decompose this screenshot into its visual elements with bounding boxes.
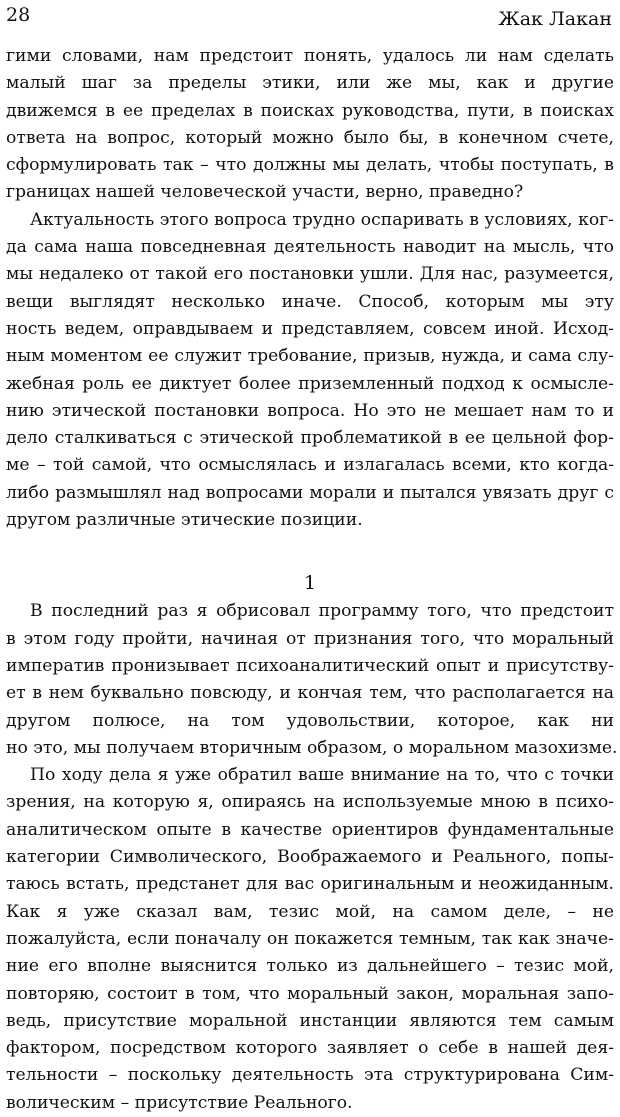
- text-line: движемся в ее пределах в поисках руководства, пути, в поисках: [6, 100, 614, 121]
- section-spacer: [6, 534, 614, 568]
- text-line: границах нашей человеческой участи, верно, праведно?: [6, 182, 524, 203]
- text-line: ность ведем, оправдываем и представляем, совсем иной. Исход-: [6, 318, 614, 339]
- page-number: 28: [6, 4, 31, 26]
- text-line: ме – той самой, что осмыслялась и излагалась всеми, кто когда-: [6, 455, 614, 476]
- text-line: ответа на вопрос, который можно было бы, в конечном счете,: [6, 127, 614, 148]
- paragraph-2: [6, 207, 614, 535]
- text-line: вещи выглядят несколько иначе. Способ, которым мы эту: [6, 291, 614, 312]
- text-line: фактором, посредством которого заявляет о себе в нашей дея-: [6, 1038, 614, 1059]
- text-line: мы недалеко от такой его постановки ушли. Для нас, разумеется,: [6, 264, 614, 285]
- text-line: ние его вполне выяснится только из дальнейшего – тезис мой,: [6, 956, 614, 977]
- text-line: императив пронизывает психоаналитический опыт и присутству-: [6, 655, 614, 676]
- text-line: ет в нем буквально повсюду, и кончая тем, что располагается на: [6, 683, 614, 704]
- text-line: зрения, на которую я, опираясь на используемые мною в психо-: [6, 792, 614, 813]
- text-line: нию этической постановки вопроса. Но это не мешает нам то и: [6, 400, 614, 421]
- text-line: аналитическом опыте в качестве ориентиров фундаментальные: [6, 819, 614, 840]
- paragraph-1: [6, 43, 614, 207]
- section-number: 1: [303, 572, 317, 595]
- text-line: В последний раз я обрисовал программу того, что предстоит: [30, 601, 614, 622]
- text-line: Как я уже сказал вам, тезис мой, на самом деле, – не: [6, 901, 614, 922]
- text-line: волическим – присутствие Реального.: [6, 1092, 353, 1113]
- text-line: Актуальность этого вопроса трудно оспаривать в условиях, ког-: [30, 209, 614, 230]
- page-header: [0, 0, 620, 40]
- text-line: другом полюсе, на том удовольствии, которое, как ни: [6, 710, 614, 731]
- text-line: гими словами, нам предстоит понять, удалось ли нам сделать: [6, 46, 614, 66]
- text-line: пожалуйста, если поначалу он покажется темным, так как значе-: [6, 928, 614, 949]
- text-line: дело сталкиваться с этической проблематикой в ее цельной фор-: [6, 428, 614, 449]
- text-line: тельности – поскольку деятельность эта структурирована Сим-: [6, 1065, 614, 1086]
- text-line: таюсь встать, предстанет для вас оригинальным и неожиданным.: [6, 874, 614, 895]
- text-line: да сама наша повседневная деятельность наводит на мысль, что: [6, 237, 614, 258]
- text-line: По ходу дела я уже обратил ваше внимание на то, что с точки: [30, 765, 614, 786]
- paragraph-3: [6, 598, 618, 762]
- paragraph-4: [6, 762, 614, 1117]
- text-line: ным моментом ее служит требование, призыв, нужда, и сама слу-: [6, 346, 614, 367]
- body-text: [6, 43, 618, 1117]
- text-line: другом различные этические позиции.: [6, 510, 363, 531]
- text-line: сформулировать так – что должны мы делать, чтобы поступать, в: [6, 155, 614, 176]
- running-head-author: Жак Лакан: [498, 8, 612, 30]
- text-line: но это, мы получаем вторичным образом, о моральном мазохизме.: [6, 737, 618, 758]
- text-line: в этом году пройти, начиная от признания того, что моральный: [6, 628, 614, 649]
- text-line: ведь, присутствие моральной инстанции являются тем самым: [6, 1010, 614, 1031]
- text-line: жебная роль ее диктует более приземленный подход к осмысле-: [6, 373, 614, 394]
- text-line: повторяю, состоит в том, что моральный закон, моральная запо-: [6, 983, 614, 1004]
- text-line: малый шаг за пределы этики, или же мы, как и другие: [6, 73, 614, 94]
- text-line: либо размышлял над вопросами морали и пытался увязать друг с: [6, 482, 614, 503]
- text-line: категории Символического, Воображаемого и Реального, попы-: [6, 847, 614, 868]
